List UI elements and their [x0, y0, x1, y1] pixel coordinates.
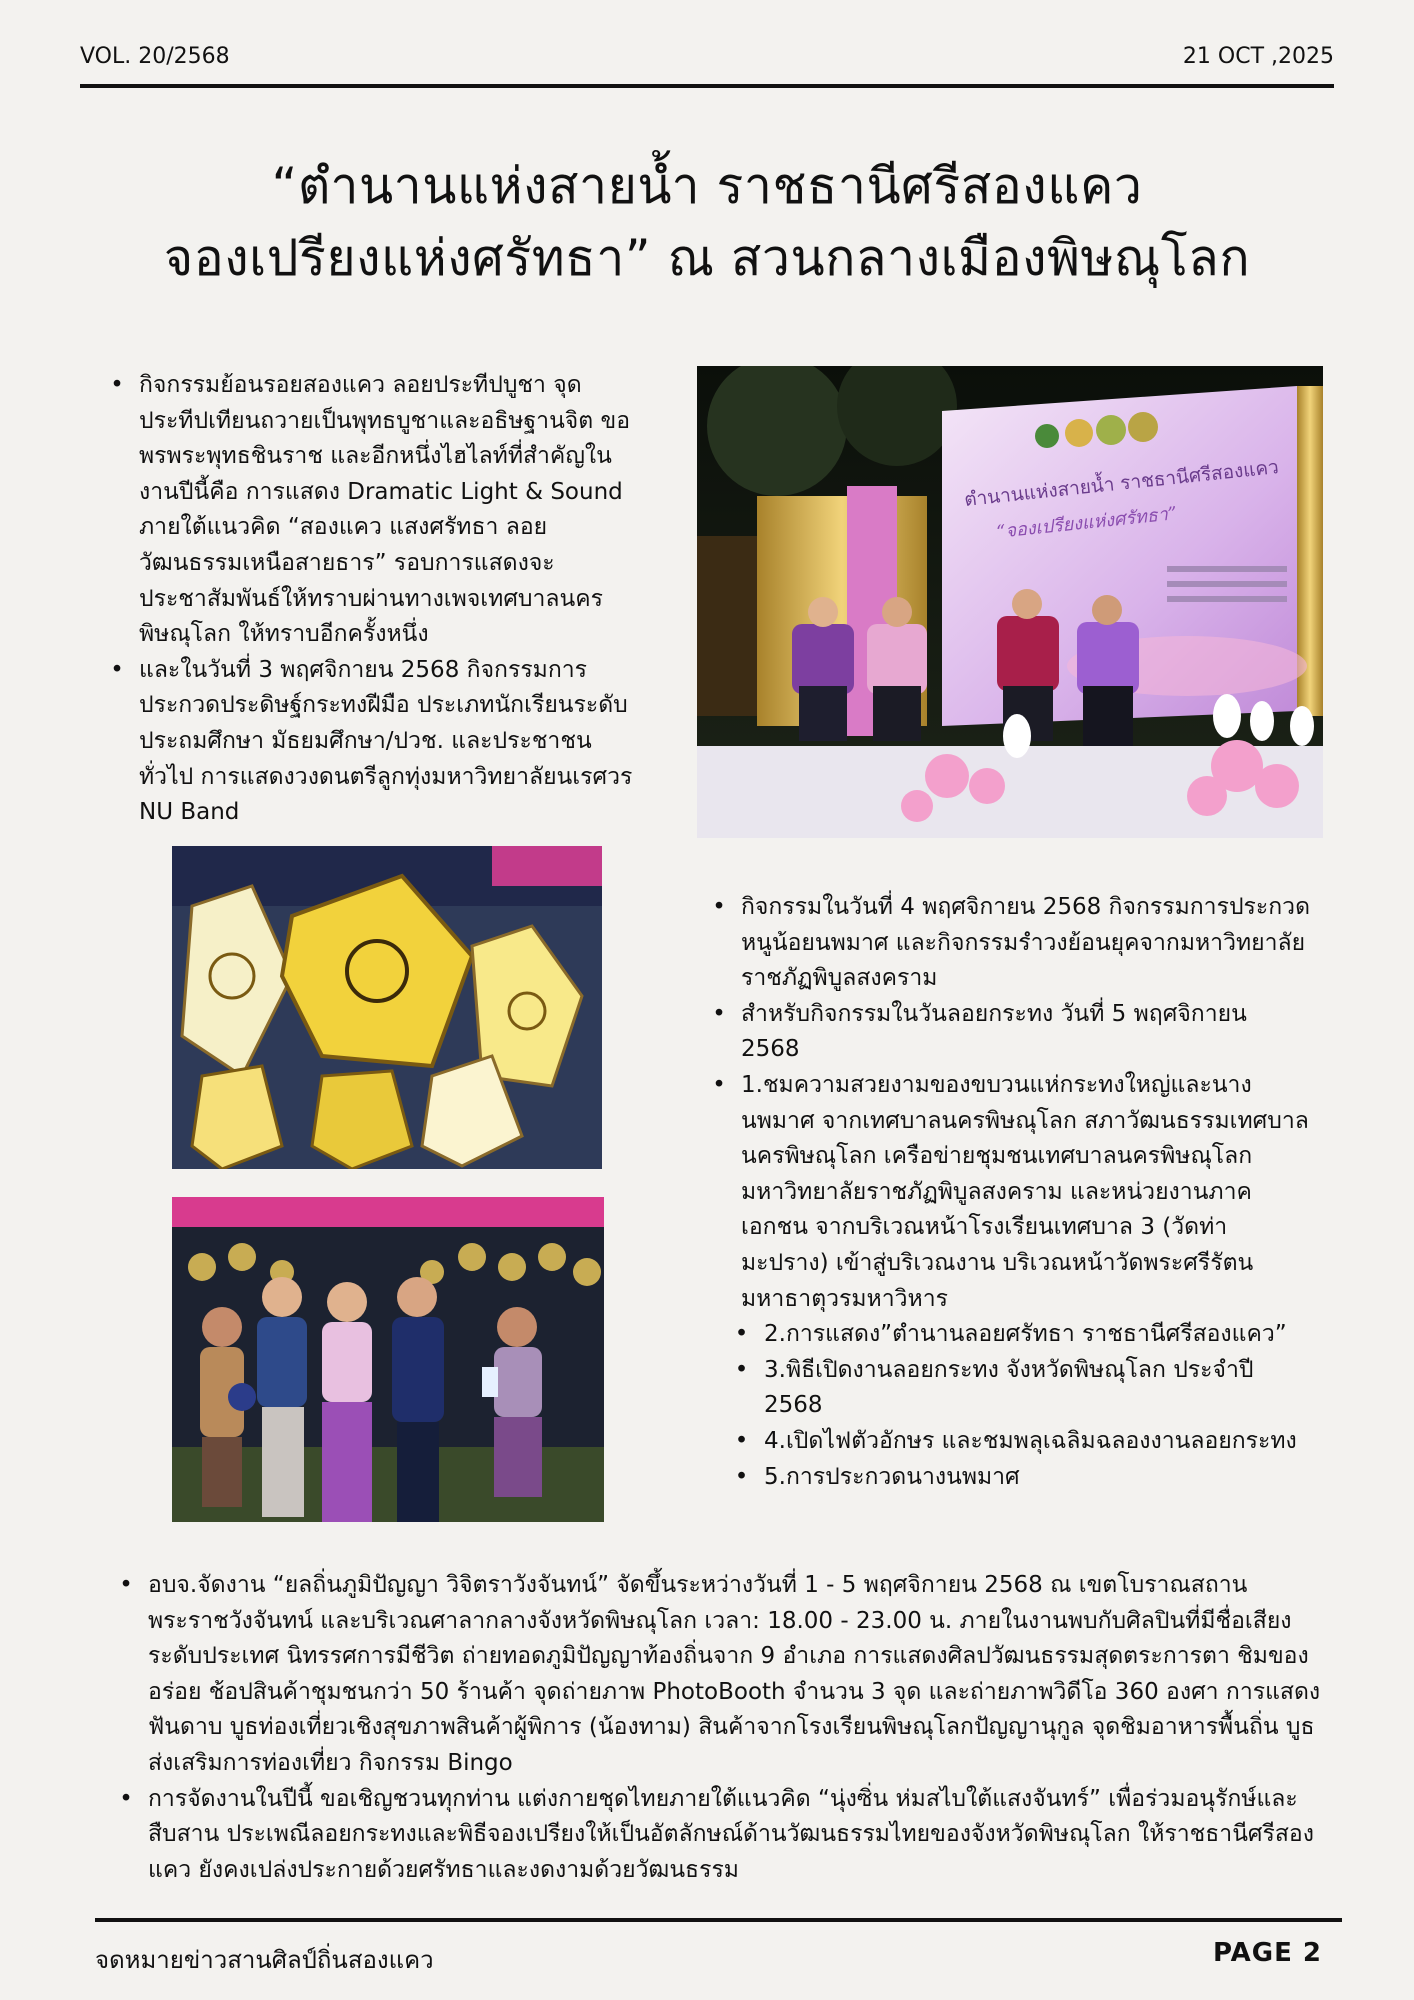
bullet-icon: •: [110, 372, 124, 398]
bullet-icon: •: [110, 656, 124, 683]
list-item: • การจัดงานในปีนี้ ขอเชิญชวนทุกท่าน แต่งกายชุดไทยภายใต้แนวคิด “นุ่งซิ่น ห่มสไบใต้แสงจันทร์” เพื่อร่วมอนุรักษ์และสืบสาน ประเพณีลอยกระทงและพิธีจองเปรียงให้เป็นอัตลักษณ์ด้านวัฒนธรรมไทยของจังหวัดพิษณุโลก ให้ราชธานีศรีสองแคว ยังคงเปล่งประกายด้วยศรัทธาและงดงามด้วยวัฒนธรรม: [104, 1782, 1334, 1889]
lanterns-photo: [172, 846, 602, 1169]
page-footer: [95, 1918, 1342, 1974]
sub-list-item: • 2.การแสดง”ตำนานลอยศรัทธา ราชธานีศรีสองแคว”: [719, 1317, 1312, 1353]
bullet-icon: •: [712, 894, 726, 920]
bullet-icon: •: [712, 1071, 726, 1098]
bottom-section-text: [104, 1568, 1334, 1888]
banner-line-1: ตำนานแห่งสายน้ำ ราชธานีศรีสองแคว: [963, 456, 1280, 511]
bullet-icon: •: [119, 1572, 133, 1598]
sub-list-item: • 5.การประกวดนางนพมาศ: [719, 1460, 1312, 1496]
list-item: • 1.ชมความสวยงามของขบวนแห่กระทงใหญ่และนางนพมาศ จากเทศบาลนครพิษณุโลก สภาวัฒนธรรมเทศบาลนครพิษณุโลก เครือข่ายชุมชนเทศบาลนครพิษณุโลก มหาวิทยาลัยราชภัฏพิบูลสงคราม และหน่วยงานภาคเอกชน จากบริเวณหน้าโรงเรียนเทศบาล 3 (วัดท่ามะปราง) เข้าสู่บริเวณงาน บริเวณหน้าวัดพระศรีรัตนมหาธาตุวรมหาวิหาร: [697, 1068, 1312, 1317]
list-item: • กิจกรรมในวันที่ 4 พฤศจิกายน 2568 กิจกรรมการประกวดหนูน้อยนพมาศ และกิจกรรมรำวงย้อนยุคจากมหาวิทยาลัยราชภัฏพิบูลสงคราม: [697, 890, 1312, 997]
banner-line-2: “จองเปรียงแห่งศรัทธา”: [995, 503, 1178, 543]
list-item: • และในวันที่ 3 พฤศจิกายน 2568 กิจกรรมการประกวดประดิษฐ์กระทงฝีมือ ประเภทนักเรียนระดับประถมศึกษา มัธยมศึกษา/ปวช. และประชาชนทั่วไป การแสดงวงดนตรีลูกทุ่งมหาวิทยาลัยนเรศวร NU Band: [95, 653, 635, 831]
title-line-1: “ตำนานแห่งสายน้ำ ราชธานีศรีสองแคว: [271, 157, 1143, 215]
left-column-text: [95, 368, 635, 831]
bullet-icon: •: [712, 1000, 726, 1027]
bullet-icon: •: [734, 1463, 749, 1490]
newsletter-name: จดหมายข่าวสานศิลป์ถิ่นสองแคว: [95, 1946, 434, 1974]
list-item: • สำหรับกิจกรรมในวันลอยกระทง วันที่ 5 พฤศจิกายน 2568: [697, 997, 1312, 1068]
bullet-icon: •: [119, 1785, 133, 1812]
bullet-icon: •: [734, 1321, 749, 1348]
bullet-icon: •: [734, 1427, 749, 1454]
list-item: • อบจ.จัดงาน “ยลถิ่นภูมิปัญญา วิจิตราวังจันทน์” จัดขึ้นระหว่างวันที่ 1 - 5 พฤศจิกายน 2568 ณ เขตโบราณสถานพระราชวังจันทน์ และบริเวณศาลากลางจังหวัดพิษณุโลก เวลา: 18.00 - 23.00 น. ภายในงานพบกับศิลปินที่มีชื่อเสียงระดับประเทศ นิทรรศการมีชีวิต ถ่ายทอดภูมิปัญญาท้องถิ่นจาก 9 อำเภอ การแสดงศิลปวัฒนธรรมสุดตระการตา ชิมของอร่อย ช้อปสินค้าชุมชนกว่า 50 ร้านค้า จุดถ่ายภาพ PhotoBooth จำนวน 3 จุด และถ่ายภาพวิดีโอ 360 องศา การแสดงฟันดาบ บูธท่องเที่ยวเชิงสุขภาพสินค้าผู้พิการ (น้องทาม) สินค้าจากโรงเรียนพิษณุโลกปัญญานุกูล จุดชิมอาหารพื้นถิ่น บูธส่งเสริมการท่องเที่ยว กิจกรรม Bingo: [104, 1568, 1334, 1782]
article-title: [60, 150, 1354, 294]
group-photo: [172, 1197, 604, 1522]
issue-date: 21 OCT ,2025: [1182, 44, 1334, 69]
bullet-icon: •: [734, 1356, 749, 1383]
right-column-text: [697, 890, 1312, 1495]
volume-label: VOL. 20/2568: [80, 44, 230, 69]
title-line-2: จองเปรียงแห่งศรัทธา” ณ สวนกลางเมืองพิษณุโลก: [163, 229, 1251, 287]
sub-list-item: • 3.พิธีเปิดงานลอยกระทง จังหวัดพิษณุโลก ประจำปี 2568: [719, 1353, 1312, 1424]
sub-list-item: • 4.เปิดไฟตัวอักษร และชมพลุเฉลิมฉลองงานลอยกระทง: [719, 1424, 1312, 1460]
list-item: • กิจกรรมย้อนรอยสองแคว ลอยประทีปบูชา จุดประทีปเทียนถวายเป็นพุทธบูชาและอธิษฐานจิต ขอพรพระพุทธชินราช และอีกหนึ่งไฮไลท์ที่สำคัญในงานปีนี้คือ การแสดง Dramatic Light & Sound ภายใต้แนวคิด “สองแคว แสงศรัทธา ลอยวัฒนธรรมเหนือสายธาร” รอบการแสดงจะประชาสัมพันธ์ให้ทราบผ่านทางเพจเทศบาลนครพิษณุโลก ให้ทราบอีกครั้งหนึ่ง: [95, 368, 635, 653]
page-header: [80, 40, 1334, 88]
stage-photo: [697, 366, 1323, 838]
page-number: PAGE 2: [1212, 1938, 1322, 1968]
